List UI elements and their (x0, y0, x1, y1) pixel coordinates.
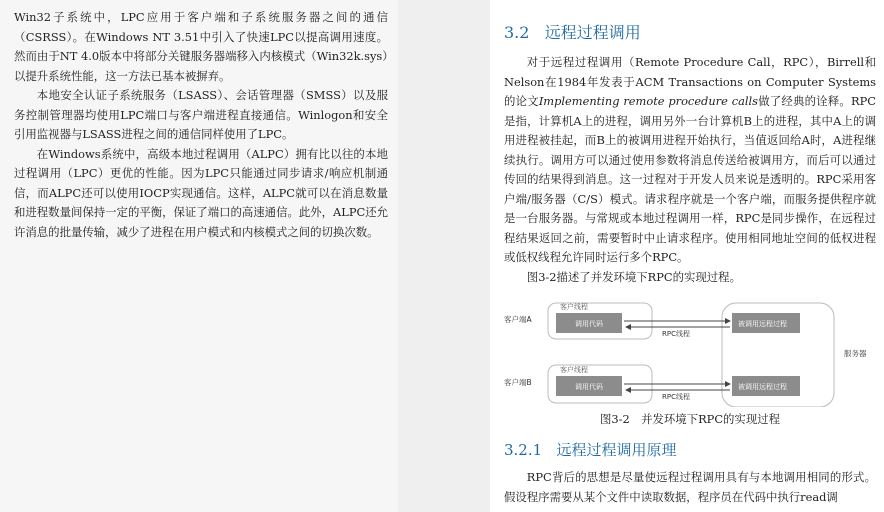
remote-proc-label-b: 被调用远程过程 (738, 383, 787, 391)
client-thread-label-a: 客户线程 (560, 303, 588, 311)
client-b-label: 客户端B (504, 378, 532, 387)
paragraph-rpc-principle: RPC背后的思想是尽量使远程过程调用具有与本地调用相同的形式。假设程序需要从某个文件中读取数据，程序员在代码中执行read调 (504, 470, 876, 504)
client-thread-label-b: 客户线程 (560, 366, 588, 374)
paper-title-italic: Implementing remote procedure calls (538, 94, 759, 108)
remote-proc-label-a: 被调用远程过程 (738, 320, 787, 328)
right-page (490, 0, 884, 512)
rpc-intro-text-a: 对于远程过程调用（Remote Procedure Call，RPC），Birrell和Nelson在1984年发表于ACM Transactions on Computer Systems的论文 (504, 55, 876, 108)
call-code-label-a: 调用代码 (575, 320, 603, 328)
figure-rpc-diagram (504, 299, 876, 409)
figure-caption: 图3-2 并发环境下RPC的实现过程 (600, 412, 780, 426)
rpc-thread-label-b: RPC线程 (662, 393, 690, 401)
left-page (0, 0, 398, 512)
paragraph-rpc-intro (504, 53, 876, 268)
paragraph-win32-lpc: Win32子系统中，LPC应用于客户端和子系统服务器之间的通信（CSRSS）。在Windows NT 3.51中引入了快速LPC以提高调用速度。然而由于NT 4.0版本中将部分关键服务器端移入内核模式（Win32k.sys）以提升系统性能，这一方法已基本被摒弃。 (14, 10, 388, 83)
subsection-heading (504, 439, 876, 460)
section-heading (504, 20, 876, 43)
rpc-intro-text-b: 做了经典的诠释。RPC是指，计算机A上的进程，调用另外一台计算机B上的进程，其中A上的调用进程被挂起，而B上的被调用进程开始执行，当值返回给A时，A进程继续执行。调用方可以通过使用参数将消息传送给被调用方，而后可以通过传回的结果得到消息。这一过程对于开发人员来说是透明的。RPC采用客户端/服务器（C/S）模式。请求程序就是一个客户端，而服务提供程序就是一台服务器。与常规或本地过程调用一样，RPC是同步操作，在远程过程结果返回之前，需要暂时中止请求程序。使用相同地址空间的低权进程或低权线程允许同时运行多个RPC。 (504, 94, 876, 264)
section-number: 3.2 (504, 23, 530, 42)
server-label: 服务器 (844, 349, 867, 358)
section-title: 远程过程调用 (544, 23, 641, 42)
call-code-label-b: 调用代码 (575, 383, 603, 391)
paragraph-alpc: 在Windows系统中，高级本地过程调用（ALPC）拥有比以往的本地过程调用（LPC）更优的性能。因为LPC只能通过同步请求/响应机制通信，而ALPC还可以使用IOCP实现通信。这样，ALPC就可以在消息数量和进程数量间保持一定的平衡，保证了端口的高速通信。此外，ALPC还允许消息的批量传输，减少了进程在用户模式和内核模式之间的切换次数。 (14, 146, 388, 239)
subsection-title: 远程过程调用原理 (556, 441, 677, 459)
paragraph-lsass: 本地安全认证子系统服务（LSASS）、会话管理器（SMSS）以及服务控制管理器均使用LPC端口与客户端进程直接通信。Winlogon和安全引用监视器与LSASS进程之间的通信同样使用了LPC。 (14, 88, 388, 141)
paragraph-figure-ref: 图3-2描述了并发环境下RPC的实现过程。 (526, 269, 741, 284)
rpc-diagram-svg (504, 299, 876, 407)
client-a-label: 客户端A (504, 315, 532, 324)
rpc-thread-label-a: RPC线程 (662, 330, 690, 338)
subsection-number: 3.2.1 (504, 441, 543, 459)
page-gutter (398, 0, 490, 512)
